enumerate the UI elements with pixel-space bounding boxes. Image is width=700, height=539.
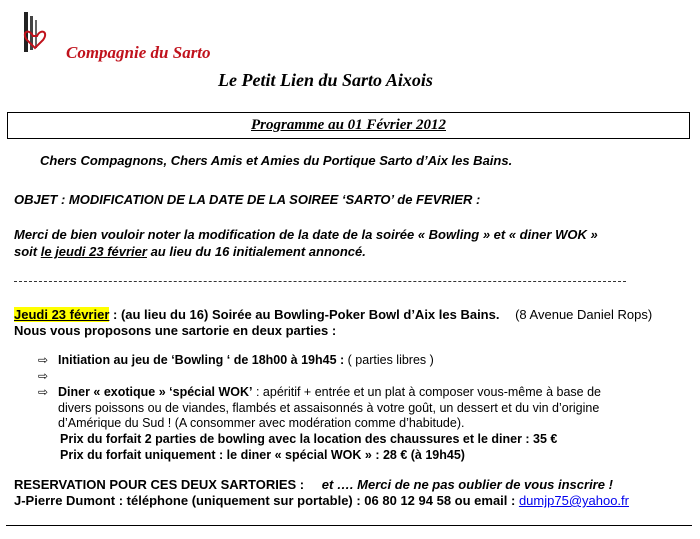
price-diner: Prix du forfait uniquement : le diner « spécial WOK » : 28 € (à 19h45) xyxy=(60,448,465,462)
reminder: et …. Merci de ne pas oublier de vous inscrire ! xyxy=(321,477,613,492)
bowling-note: ( parties libres ) xyxy=(344,353,434,367)
contact-line xyxy=(14,492,629,509)
notice-new-date: le jeudi 23 février xyxy=(40,244,147,259)
notice-line-1: Merci de bien vouloir noter la modification de la date de la soirée « Bowling » et « diner WOK » xyxy=(14,227,598,242)
greeting: Chers Compagnons, Chers Amis et Amies du Portique Sarto d’Aix les Bains. xyxy=(40,153,513,168)
event-headline xyxy=(14,306,652,323)
event-intro: Nous vous proposons une sartorie en deux parties : xyxy=(14,323,337,338)
logo xyxy=(21,10,51,56)
email-link[interactable]: dumjp75@yahoo.fr xyxy=(518,493,629,508)
price-full: Prix du forfait 2 parties de bowling avec la location des chaussures et le diner : 35 € xyxy=(60,432,558,446)
bullet-bowling xyxy=(38,352,434,368)
diner-line-2: divers poissons ou de viandes, flambés et assaisonnés à votre goût, un dessert et du vin d’origine xyxy=(58,401,600,415)
bottom-rule xyxy=(6,525,692,526)
bullet-diner xyxy=(38,384,601,400)
reservation-line xyxy=(14,476,613,493)
bowling-label: Initiation au jeu de ‘Bowling ‘ de 18h00 à 19h45 : xyxy=(58,353,345,367)
org-name: Compagnie du Sarto xyxy=(66,43,211,62)
reservation-label: RESERVATION POUR CES DEUX SARTORIES : xyxy=(14,477,305,492)
programme-date: Programme au 01 Février 2012 xyxy=(251,117,446,133)
event-date: Jeudi 23 février xyxy=(14,307,110,322)
event-address: (8 Avenue Daniel Rops) xyxy=(515,307,653,322)
bullet-empty xyxy=(38,368,58,384)
diner-line-1: : apéritif + entrée et un plat à composer vous-même à base de xyxy=(252,385,601,399)
arrow-icon: ⇨ xyxy=(38,353,49,367)
objet-line: OBJET : MODIFICATION DE LA DATE DE LA SOIREE ‘SARTO’ de FEVRIER : xyxy=(14,192,481,207)
contact-text: J-Pierre Dumont : téléphone (uniquement sur portable) : 06 80 12 94 58 ou email : xyxy=(14,493,519,508)
arrow-icon: ⇨ xyxy=(38,369,49,383)
dashed-divider xyxy=(14,281,626,282)
notice-rest: au lieu du 16 initialement annoncé. xyxy=(146,244,366,259)
diner-label: Diner « exotique » ‘spécial WOK’ xyxy=(58,385,253,399)
notice-soit: soit xyxy=(14,244,41,259)
programme-box xyxy=(7,112,690,139)
notice-paragraph xyxy=(14,226,598,260)
arrow-icon: ⇨ xyxy=(38,385,49,399)
diner-line-3: d’Amérique du Sud ! (A consommer avec modération comme d’habitude). xyxy=(58,416,465,430)
newsletter-title: Le Petit Lien du Sarto Aixois xyxy=(218,70,433,90)
event-title: : (au lieu du 16) Soirée au Bowling-Poker Bowl d’Aix les Bains. xyxy=(109,307,500,322)
